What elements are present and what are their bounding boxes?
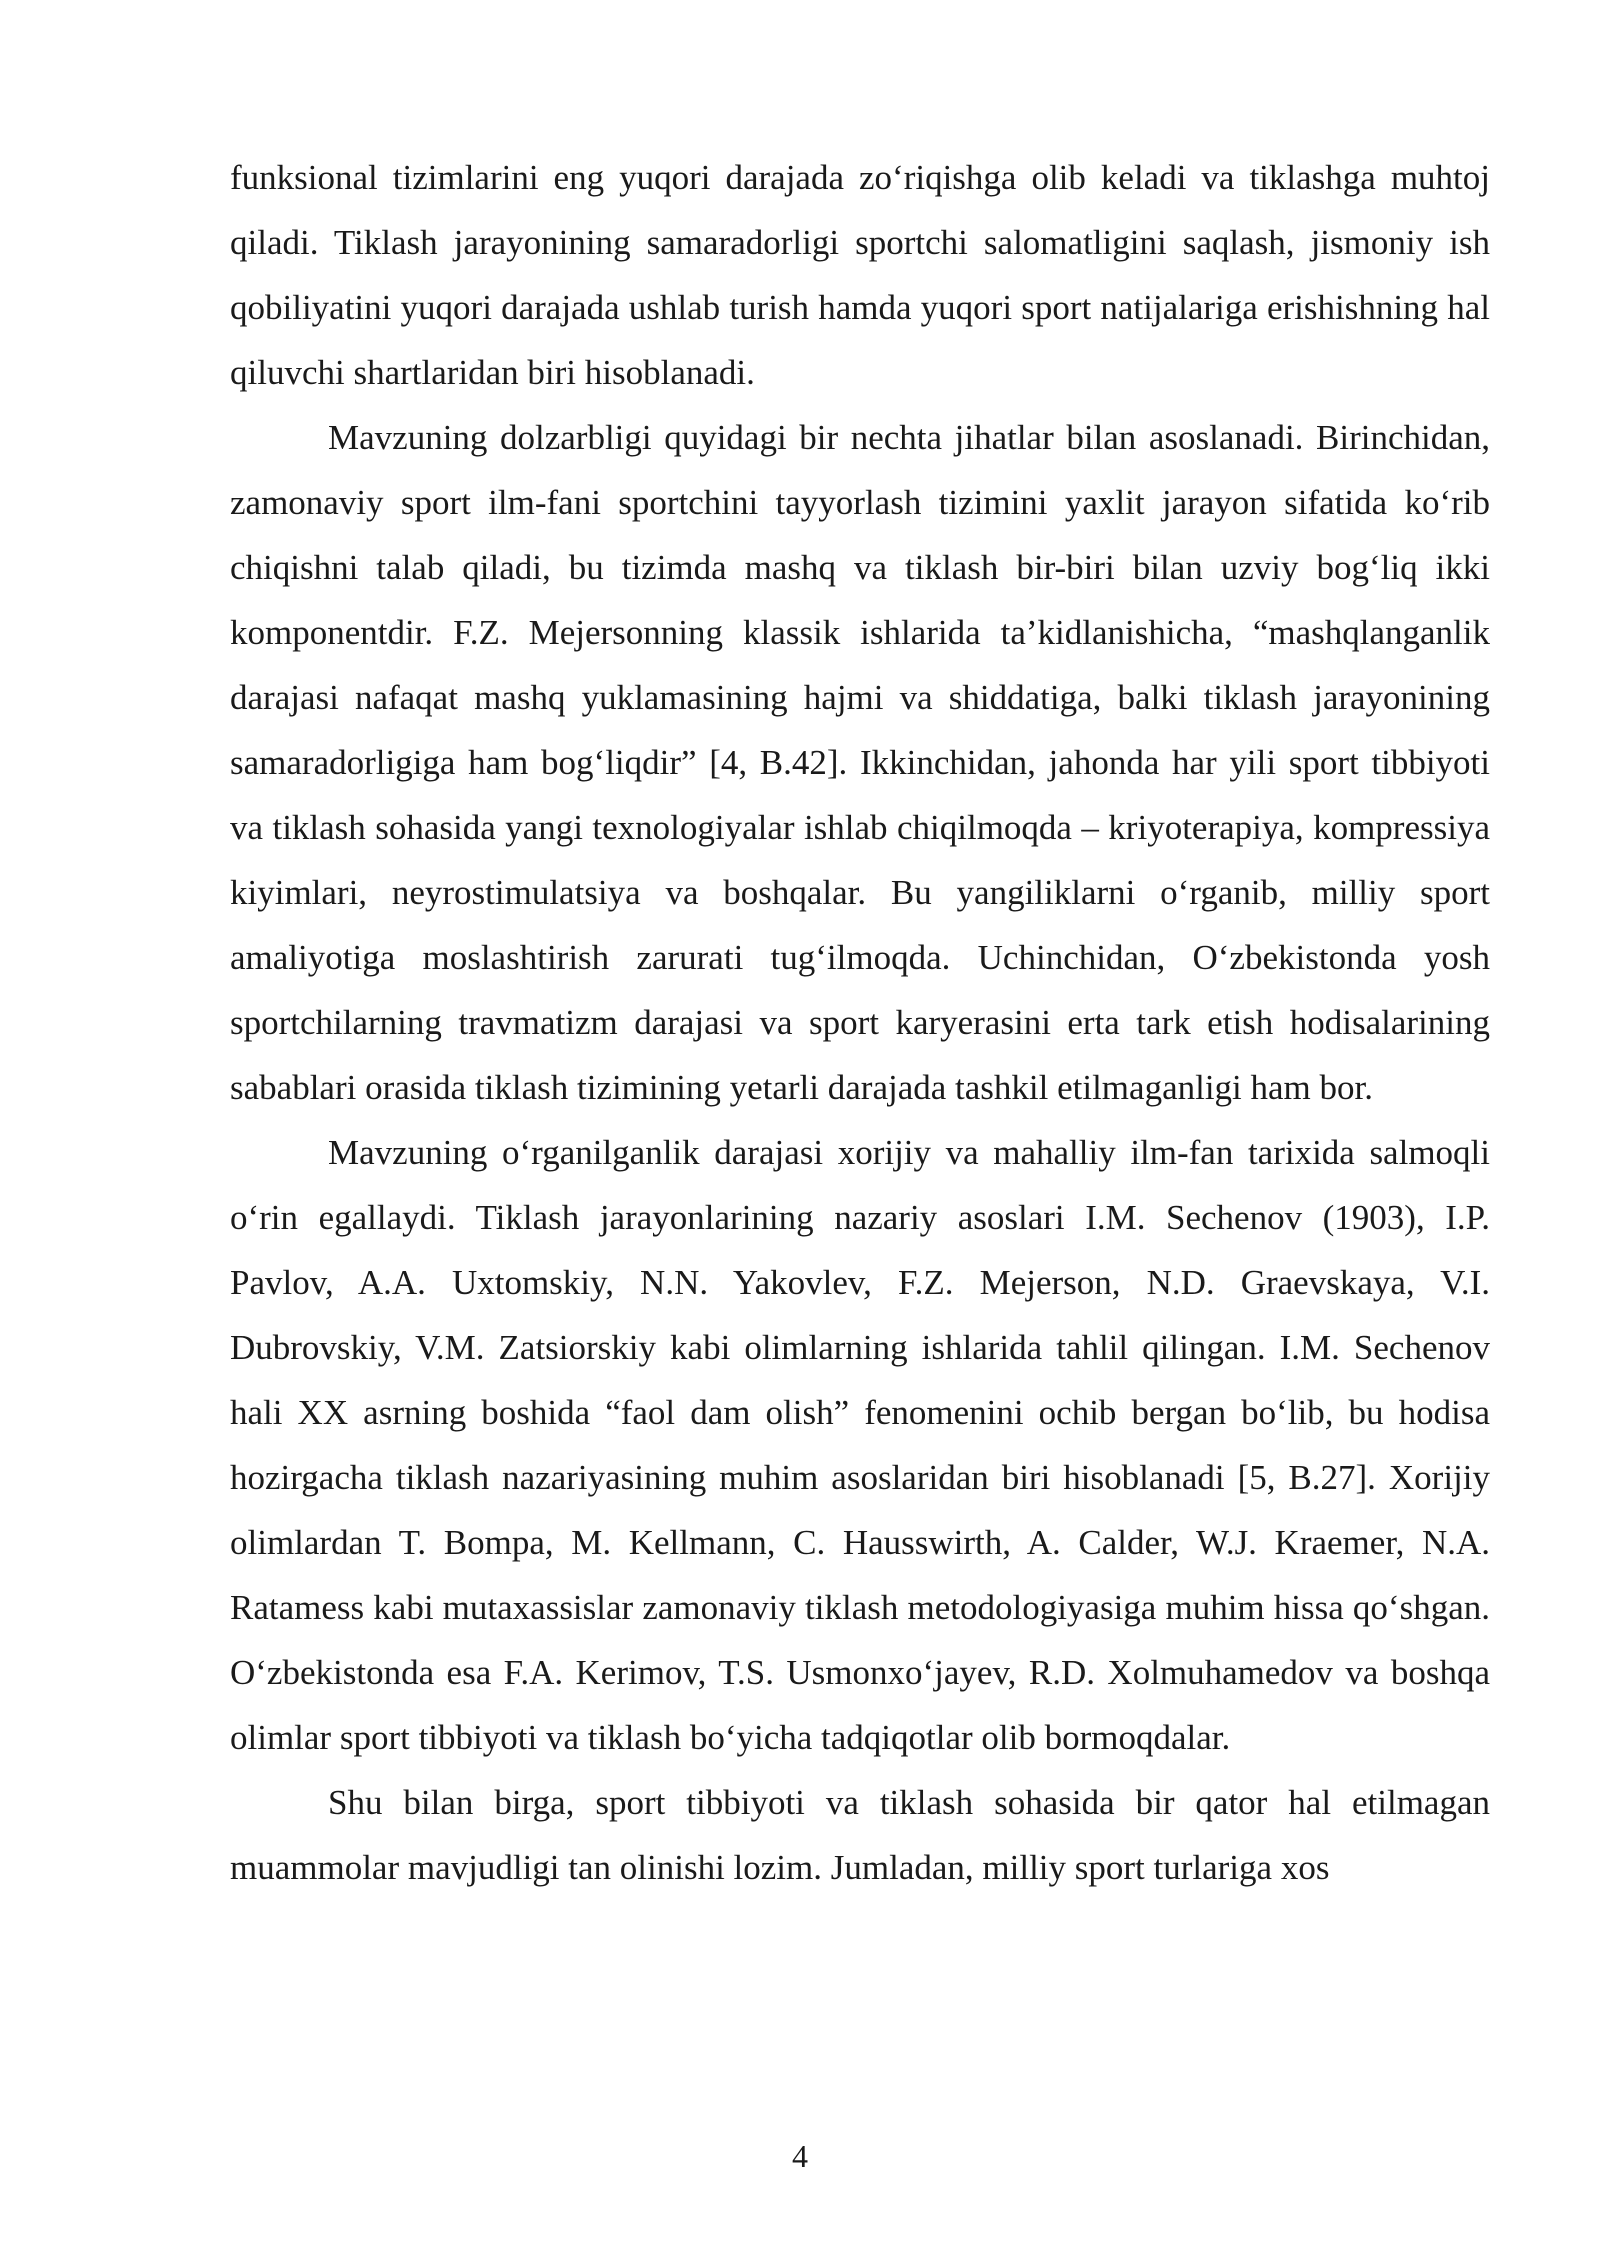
- paragraph-problems: Shu bilan birga, sport tibbiyoti va tiklash sohasida bir qator hal etilmagan muammolar mavjudligi tan olinishi lozim. Jumladan, milliy sport turlariga xos: [230, 1783, 1490, 1887]
- document-page: [230, 145, 1490, 1900]
- paragraph-study-level: Mavzuning o‘rganilganlik darajasi xorijiy va mahalliy ilm-fan tarixida salmoqli o‘rin egallaydi. Tiklash jarayonlarining nazariy asoslari I.M. Sechenov (1903), I.P. Pavlov, A.A. Uxtomskiy, N.N. Yakovlev, F.Z. Mejerson, N.D. Graevskaya, V.I. Dubrovskiy, V.M. Zatsiorskiy kabi olimlarning ishlarida tahlil qilingan. I.M. Sechenov hali XX asrning boshida “faol dam olish” fenomenini ochib bergan bo‘lib, bu hodisa hozirgacha tiklash nazariyasining muhim asoslaridan biri hisoblanadi [5, B.27]. Xorijiy olimlardan T. Bompa, M. Kellmann, C. Hausswirth, A. Calder, W.J. Kraemer, N.A. Ratamess kabi mutaxassislar zamonaviy tiklash metodologiyasiga muhim hissa qo‘shgan. O‘zbekistonda esa F.A. Kerimov, T.S. Usmonxo‘jayev, R.D. Xolmuhamedov va boshqa olimlar sport tibbiyoti va tiklash bo‘yicha tadqiqotlar olib bormoqdalar.: [230, 1133, 1490, 1757]
- paragraph-relevance: Mavzuning dolzarbligi quyidagi bir nechta jihatlar bilan asoslanadi. Birinchidan, zamonaviy sport ilm-fani sportchini tayyorlash tizimini yaxlit jarayon sifatida ko‘rib chiqishni talab qiladi, bu tizimda mashq va tiklash bir-biri bilan uzviy bog‘liq ikki komponentdir. F.Z. Mejersonning klassik ishlarida ta’kidlanishicha, “mashqlanganlik darajasi nafaqat mashq yuklamasining hajmi va shiddatiga, balki tiklash jarayonining samaradorligiga ham bog‘liqdir” [4, B.42]. Ikkinchidan, jahonda har yili sport tibbiyoti va tiklash sohasida yangi texnologiyalar ishlab chiqilmoqda – kriyoterapiya, kompressiya kiyimlari, neyrostimulatsiya va boshqalar. Bu yangiliklarni o‘rganib, milliy sport amaliyotiga moslashtirish zarurati tug‘ilmoqda. Uchinchidan, O‘zbekistonda yosh sportchilarning travmatizm darajasi va sport karyerasini erta tark etish hodisalarining sabablari orasida tiklash tizimining yetarli darajada tashkil etilmaganligi ham bor.: [230, 418, 1490, 1107]
- paragraph-continuation: funksional tizimlarini eng yuqori darajada zo‘riqishga olib keladi va tiklashga muhtoj qiladi. Tiklash jarayonining samaradorligi sportchi salomatligini saqlash, jismoniy ish qobiliyatini yuqori darajada ushlab turish hamda yuqori sport natijalariga erishishning hal qiluvchi shartlaridan biri hisoblanadi.: [230, 158, 1490, 392]
- page-number: 4: [792, 2138, 808, 2174]
